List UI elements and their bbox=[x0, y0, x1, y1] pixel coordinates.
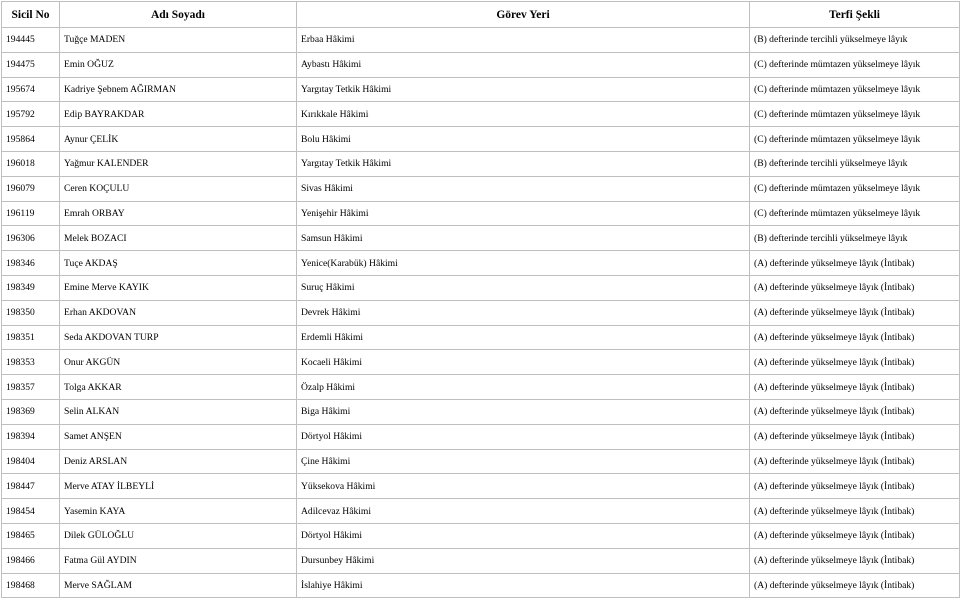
table-row bbox=[2, 201, 960, 226]
cell-full-name: Merve SAĞLAM bbox=[60, 573, 297, 598]
table-row bbox=[2, 275, 960, 300]
cell-promotion-type: (C) defterinde mümtazen yükselmeye lâyık bbox=[750, 127, 960, 152]
table-row bbox=[2, 375, 960, 400]
cell-full-name: Fatma Gül AYDIN bbox=[60, 548, 297, 573]
cell-registry-no: 198346 bbox=[2, 251, 60, 276]
cell-duty-location: Yenice(Karabük) Hâkimi bbox=[297, 251, 750, 276]
cell-full-name: Tuğçe MADEN bbox=[60, 28, 297, 53]
cell-promotion-type: (C) defterinde mümtazen yükselmeye lâyık bbox=[750, 176, 960, 201]
cell-registry-no: 194475 bbox=[2, 52, 60, 77]
promotion-table bbox=[1, 1, 960, 598]
cell-promotion-type: (A) defterinde yükselmeye lâyık (İntibak) bbox=[750, 499, 960, 524]
cell-duty-location: Sivas Hâkimi bbox=[297, 176, 750, 201]
cell-full-name: Melek BOZACI bbox=[60, 226, 297, 251]
cell-promotion-type: (A) defterinde yükselmeye lâyık (İntibak) bbox=[750, 449, 960, 474]
cell-duty-location: Yüksekova Hâkimi bbox=[297, 474, 750, 499]
cell-full-name: Samet ANŞEN bbox=[60, 424, 297, 449]
cell-registry-no: 195792 bbox=[2, 102, 60, 127]
table-row bbox=[2, 548, 960, 573]
cell-promotion-type: (A) defterinde yükselmeye lâyık (İntibak) bbox=[750, 275, 960, 300]
table-row bbox=[2, 449, 960, 474]
cell-full-name: Tolga AKKAR bbox=[60, 375, 297, 400]
cell-promotion-type: (A) defterinde yükselmeye lâyık (İntibak) bbox=[750, 251, 960, 276]
cell-full-name: Erhan AKDOVAN bbox=[60, 300, 297, 325]
table-row bbox=[2, 52, 960, 77]
cell-promotion-type: (B) defterinde tercihli yükselmeye lâyık bbox=[750, 151, 960, 176]
header-duty-location: Görev Yeri bbox=[297, 2, 750, 28]
cell-full-name: Yağmur KALENDER bbox=[60, 151, 297, 176]
table-row bbox=[2, 523, 960, 548]
cell-full-name: Kadriye Şebnem AĞIRMAN bbox=[60, 77, 297, 102]
cell-full-name: Onur AKGÜN bbox=[60, 350, 297, 375]
header-row bbox=[2, 2, 960, 28]
cell-registry-no: 198357 bbox=[2, 375, 60, 400]
table-row bbox=[2, 176, 960, 201]
cell-duty-location: Özalp Hâkimi bbox=[297, 375, 750, 400]
cell-duty-location: Dursunbey Hâkimi bbox=[297, 548, 750, 573]
cell-duty-location: Bolu Hâkimi bbox=[297, 127, 750, 152]
cell-full-name: Deniz ARSLAN bbox=[60, 449, 297, 474]
cell-full-name: Emin OĞUZ bbox=[60, 52, 297, 77]
header-registry-no: Sicil No bbox=[2, 2, 60, 28]
cell-registry-no: 196018 bbox=[2, 151, 60, 176]
cell-full-name: Dilek GÜLOĞLU bbox=[60, 523, 297, 548]
cell-registry-no: 198404 bbox=[2, 449, 60, 474]
cell-duty-location: Adilcevaz Hâkimi bbox=[297, 499, 750, 524]
cell-duty-location: Kocaeli Hâkimi bbox=[297, 350, 750, 375]
cell-promotion-type: (C) defterinde mümtazen yükselmeye lâyık bbox=[750, 52, 960, 77]
cell-promotion-type: (A) defterinde yükselmeye lâyık (İntibak) bbox=[750, 325, 960, 350]
cell-promotion-type: (A) defterinde yükselmeye lâyık (İntibak) bbox=[750, 573, 960, 598]
cell-duty-location: Devrek Hâkimi bbox=[297, 300, 750, 325]
cell-promotion-type: (A) defterinde yükselmeye lâyık (İntibak) bbox=[750, 350, 960, 375]
cell-registry-no: 198466 bbox=[2, 548, 60, 573]
cell-registry-no: 196079 bbox=[2, 176, 60, 201]
cell-duty-location: Erbaa Hâkimi bbox=[297, 28, 750, 53]
cell-registry-no: 195864 bbox=[2, 127, 60, 152]
cell-registry-no: 198369 bbox=[2, 399, 60, 424]
cell-full-name: Ceren KOÇULU bbox=[60, 176, 297, 201]
table-row bbox=[2, 350, 960, 375]
cell-registry-no: 198349 bbox=[2, 275, 60, 300]
cell-full-name: Tuçe AKDAŞ bbox=[60, 251, 297, 276]
cell-duty-location: Suruç Hâkimi bbox=[297, 275, 750, 300]
cell-registry-no: 195674 bbox=[2, 77, 60, 102]
cell-registry-no: 198394 bbox=[2, 424, 60, 449]
cell-duty-location: Dörtyol Hâkimi bbox=[297, 523, 750, 548]
table-row bbox=[2, 399, 960, 424]
cell-full-name: Selin ALKAN bbox=[60, 399, 297, 424]
cell-full-name: Edip BAYRAKDAR bbox=[60, 102, 297, 127]
cell-duty-location: Kırıkkale Hâkimi bbox=[297, 102, 750, 127]
cell-duty-location: İslahiye Hâkimi bbox=[297, 573, 750, 598]
header-promotion-type: Terfi Şekli bbox=[750, 2, 960, 28]
cell-full-name: Aynur ÇELİK bbox=[60, 127, 297, 152]
cell-full-name: Yasemin KAYA bbox=[60, 499, 297, 524]
table-header bbox=[2, 2, 960, 28]
cell-registry-no: 198454 bbox=[2, 499, 60, 524]
cell-full-name: Seda AKDOVAN TURP bbox=[60, 325, 297, 350]
table-row bbox=[2, 102, 960, 127]
cell-promotion-type: (A) defterinde yükselmeye lâyık (İntibak) bbox=[750, 474, 960, 499]
table-row bbox=[2, 151, 960, 176]
table-row bbox=[2, 77, 960, 102]
cell-promotion-type: (B) defterinde tercihli yükselmeye lâyık bbox=[750, 226, 960, 251]
cell-duty-location: Çine Hâkimi bbox=[297, 449, 750, 474]
cell-promotion-type: (C) defterinde mümtazen yükselmeye lâyık bbox=[750, 201, 960, 226]
table-row bbox=[2, 325, 960, 350]
cell-duty-location: Aybastı Hâkimi bbox=[297, 52, 750, 77]
cell-registry-no: 196119 bbox=[2, 201, 60, 226]
cell-registry-no: 196306 bbox=[2, 226, 60, 251]
header-full-name: Adı Soyadı bbox=[60, 2, 297, 28]
table-row bbox=[2, 573, 960, 598]
cell-promotion-type: (A) defterinde yükselmeye lâyık (İntibak) bbox=[750, 375, 960, 400]
cell-duty-location: Dörtyol Hâkimi bbox=[297, 424, 750, 449]
cell-promotion-type: (A) defterinde yükselmeye lâyık (İntibak) bbox=[750, 399, 960, 424]
table-row bbox=[2, 499, 960, 524]
table-row bbox=[2, 474, 960, 499]
cell-registry-no: 198351 bbox=[2, 325, 60, 350]
cell-registry-no: 198465 bbox=[2, 523, 60, 548]
cell-duty-location: Erdemli Hâkimi bbox=[297, 325, 750, 350]
table-body bbox=[2, 28, 960, 598]
cell-promotion-type: (B) defterinde tercihli yükselmeye lâyık bbox=[750, 28, 960, 53]
cell-registry-no: 194445 bbox=[2, 28, 60, 53]
table-row bbox=[2, 226, 960, 251]
cell-duty-location: Yenişehir Hâkimi bbox=[297, 201, 750, 226]
cell-promotion-type: (C) defterinde mümtazen yükselmeye lâyık bbox=[750, 77, 960, 102]
table-row bbox=[2, 300, 960, 325]
cell-promotion-type: (A) defterinde yükselmeye lâyık (İntibak) bbox=[750, 523, 960, 548]
table-row bbox=[2, 127, 960, 152]
cell-promotion-type: (A) defterinde yükselmeye lâyık (İntibak) bbox=[750, 548, 960, 573]
cell-full-name: Emine Merve KAYIK bbox=[60, 275, 297, 300]
cell-promotion-type: (C) defterinde mümtazen yükselmeye lâyık bbox=[750, 102, 960, 127]
cell-full-name: Emrah ORBAY bbox=[60, 201, 297, 226]
cell-promotion-type: (A) defterinde yükselmeye lâyık (İntibak) bbox=[750, 300, 960, 325]
table-row bbox=[2, 251, 960, 276]
cell-duty-location: Yargıtay Tetkik Hâkimi bbox=[297, 77, 750, 102]
table-row bbox=[2, 28, 960, 53]
cell-promotion-type: (A) defterinde yükselmeye lâyık (İntibak) bbox=[750, 424, 960, 449]
cell-registry-no: 198350 bbox=[2, 300, 60, 325]
cell-registry-no: 198353 bbox=[2, 350, 60, 375]
cell-registry-no: 198468 bbox=[2, 573, 60, 598]
cell-duty-location: Biga Hâkimi bbox=[297, 399, 750, 424]
table-row bbox=[2, 424, 960, 449]
cell-duty-location: Yargıtay Tetkik Hâkimi bbox=[297, 151, 750, 176]
cell-duty-location: Samsun Hâkimi bbox=[297, 226, 750, 251]
cell-full-name: Merve ATAY İLBEYLİ bbox=[60, 474, 297, 499]
cell-registry-no: 198447 bbox=[2, 474, 60, 499]
